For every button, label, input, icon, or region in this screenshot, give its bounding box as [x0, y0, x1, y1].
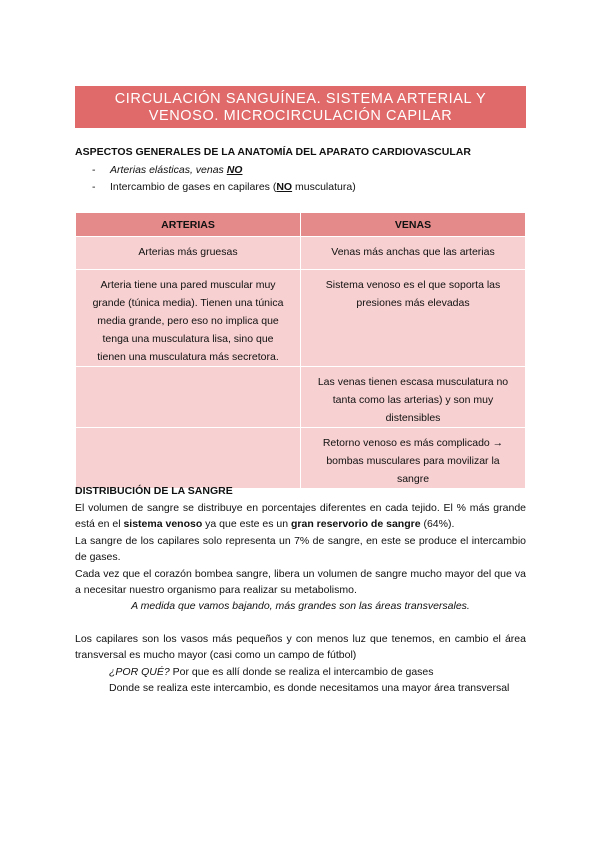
anatomy-bullet-list: [92, 162, 356, 196]
paragraph-4: A medida que vamos bajando, más grandes son las áreas transversales.: [131, 600, 470, 613]
bullet-2-emphasis: NO: [276, 181, 293, 193]
table-row: [76, 428, 526, 489]
header-arterias: ARTERIAS: [76, 213, 301, 237]
table-header-row: [76, 213, 526, 237]
table-cell: [76, 428, 301, 489]
table-row: [76, 367, 526, 428]
paragraph-1: [75, 500, 526, 533]
p1-bold-b: gran reservorio de sangre: [290, 518, 421, 531]
bullet-1-emphasis: NO: [226, 164, 243, 176]
table-cell: Arterias más gruesas: [76, 237, 301, 270]
table-row: [76, 270, 526, 367]
title-line-1: CIRCULACIÓN SANGUÍNEA. SISTEMA ARTERIAL Y: [114, 91, 487, 107]
distribution-text: [75, 500, 526, 615]
paragraph-2: La sangre de los capilares solo representa un 7% de sangre, en este se produce el intercambio de gases.: [75, 534, 526, 564]
table-cell: Venas más anchas que las arterias: [301, 237, 526, 270]
paragraph-6: Donde se realiza este intercambio, es donde necesitamos una mayor área transversal: [109, 682, 510, 695]
question-label: ¿POR QUÉ?: [109, 665, 170, 678]
arteries-veins-table: [75, 212, 526, 489]
question-line: [75, 664, 526, 680]
p1-text-a: El volumen de sangre se distribuye en porcentajes diferentes en cada tejido. El % más grande está en el: [75, 502, 526, 531]
section-heading-distribution: DISTRIBUCIÓN DE LA SANGRE: [75, 485, 233, 497]
table-cell: Las venas tienen escasa musculatura no tanta como las arterias) y son muy distensibles: [301, 367, 526, 428]
section-heading-anatomy: ASPECTOS GENERALES DE LA ANATOMÍA DEL APARATO CARDIOVASCULAR: [75, 146, 471, 158]
header-venas: VENAS: [301, 213, 526, 237]
list-item: [92, 179, 356, 196]
bullet-2-text: Intercambio de gases en capilares (: [110, 181, 277, 193]
capillaries-text: [75, 631, 526, 697]
p1-text-b: ya que este es un: [202, 518, 291, 531]
table-row: [76, 237, 526, 270]
bullet-1-text: Arterias elásticas, venas: [110, 164, 227, 176]
question-text: Por que es allí donde se realiza el intercambio de gases: [169, 665, 434, 678]
table-cell: Arteria tiene una pared muscular muy grande (túnica media). Tienen una túnica media grande, pero eso no implica que tenga una musculatura lisa, sino que tienen una musculatura más secretora.: [76, 270, 301, 367]
title-line-2: VENOSO. MICROCIRCULACIÓN CAPILAR: [148, 107, 453, 124]
list-item: [92, 162, 356, 179]
paragraph-3: Cada vez que el corazón bombea sangre, libera un volumen de sangre mucho mayor del que va a necesitar nuestro organismo para realizar su metabolismo.: [75, 567, 526, 597]
table-cell: [76, 367, 301, 428]
paragraph-5: Los capilares son los vasos más pequeños y con menos luz que tenemos, en cambio el área transversal es mucho mayor (casi como un campo de fútbol): [75, 633, 526, 662]
p1-bold-a: sistema venoso: [123, 518, 203, 531]
table-cell: Retorno venoso es más complicado → bombas musculares para movilizar la sangre: [301, 428, 526, 489]
bullet-2-text-end: musculatura): [292, 181, 356, 193]
p1-text-c: (64%).: [420, 518, 455, 531]
page-title: [75, 86, 526, 128]
table-cell: Sistema venoso es el que soporta las presiones más elevadas: [301, 270, 526, 367]
